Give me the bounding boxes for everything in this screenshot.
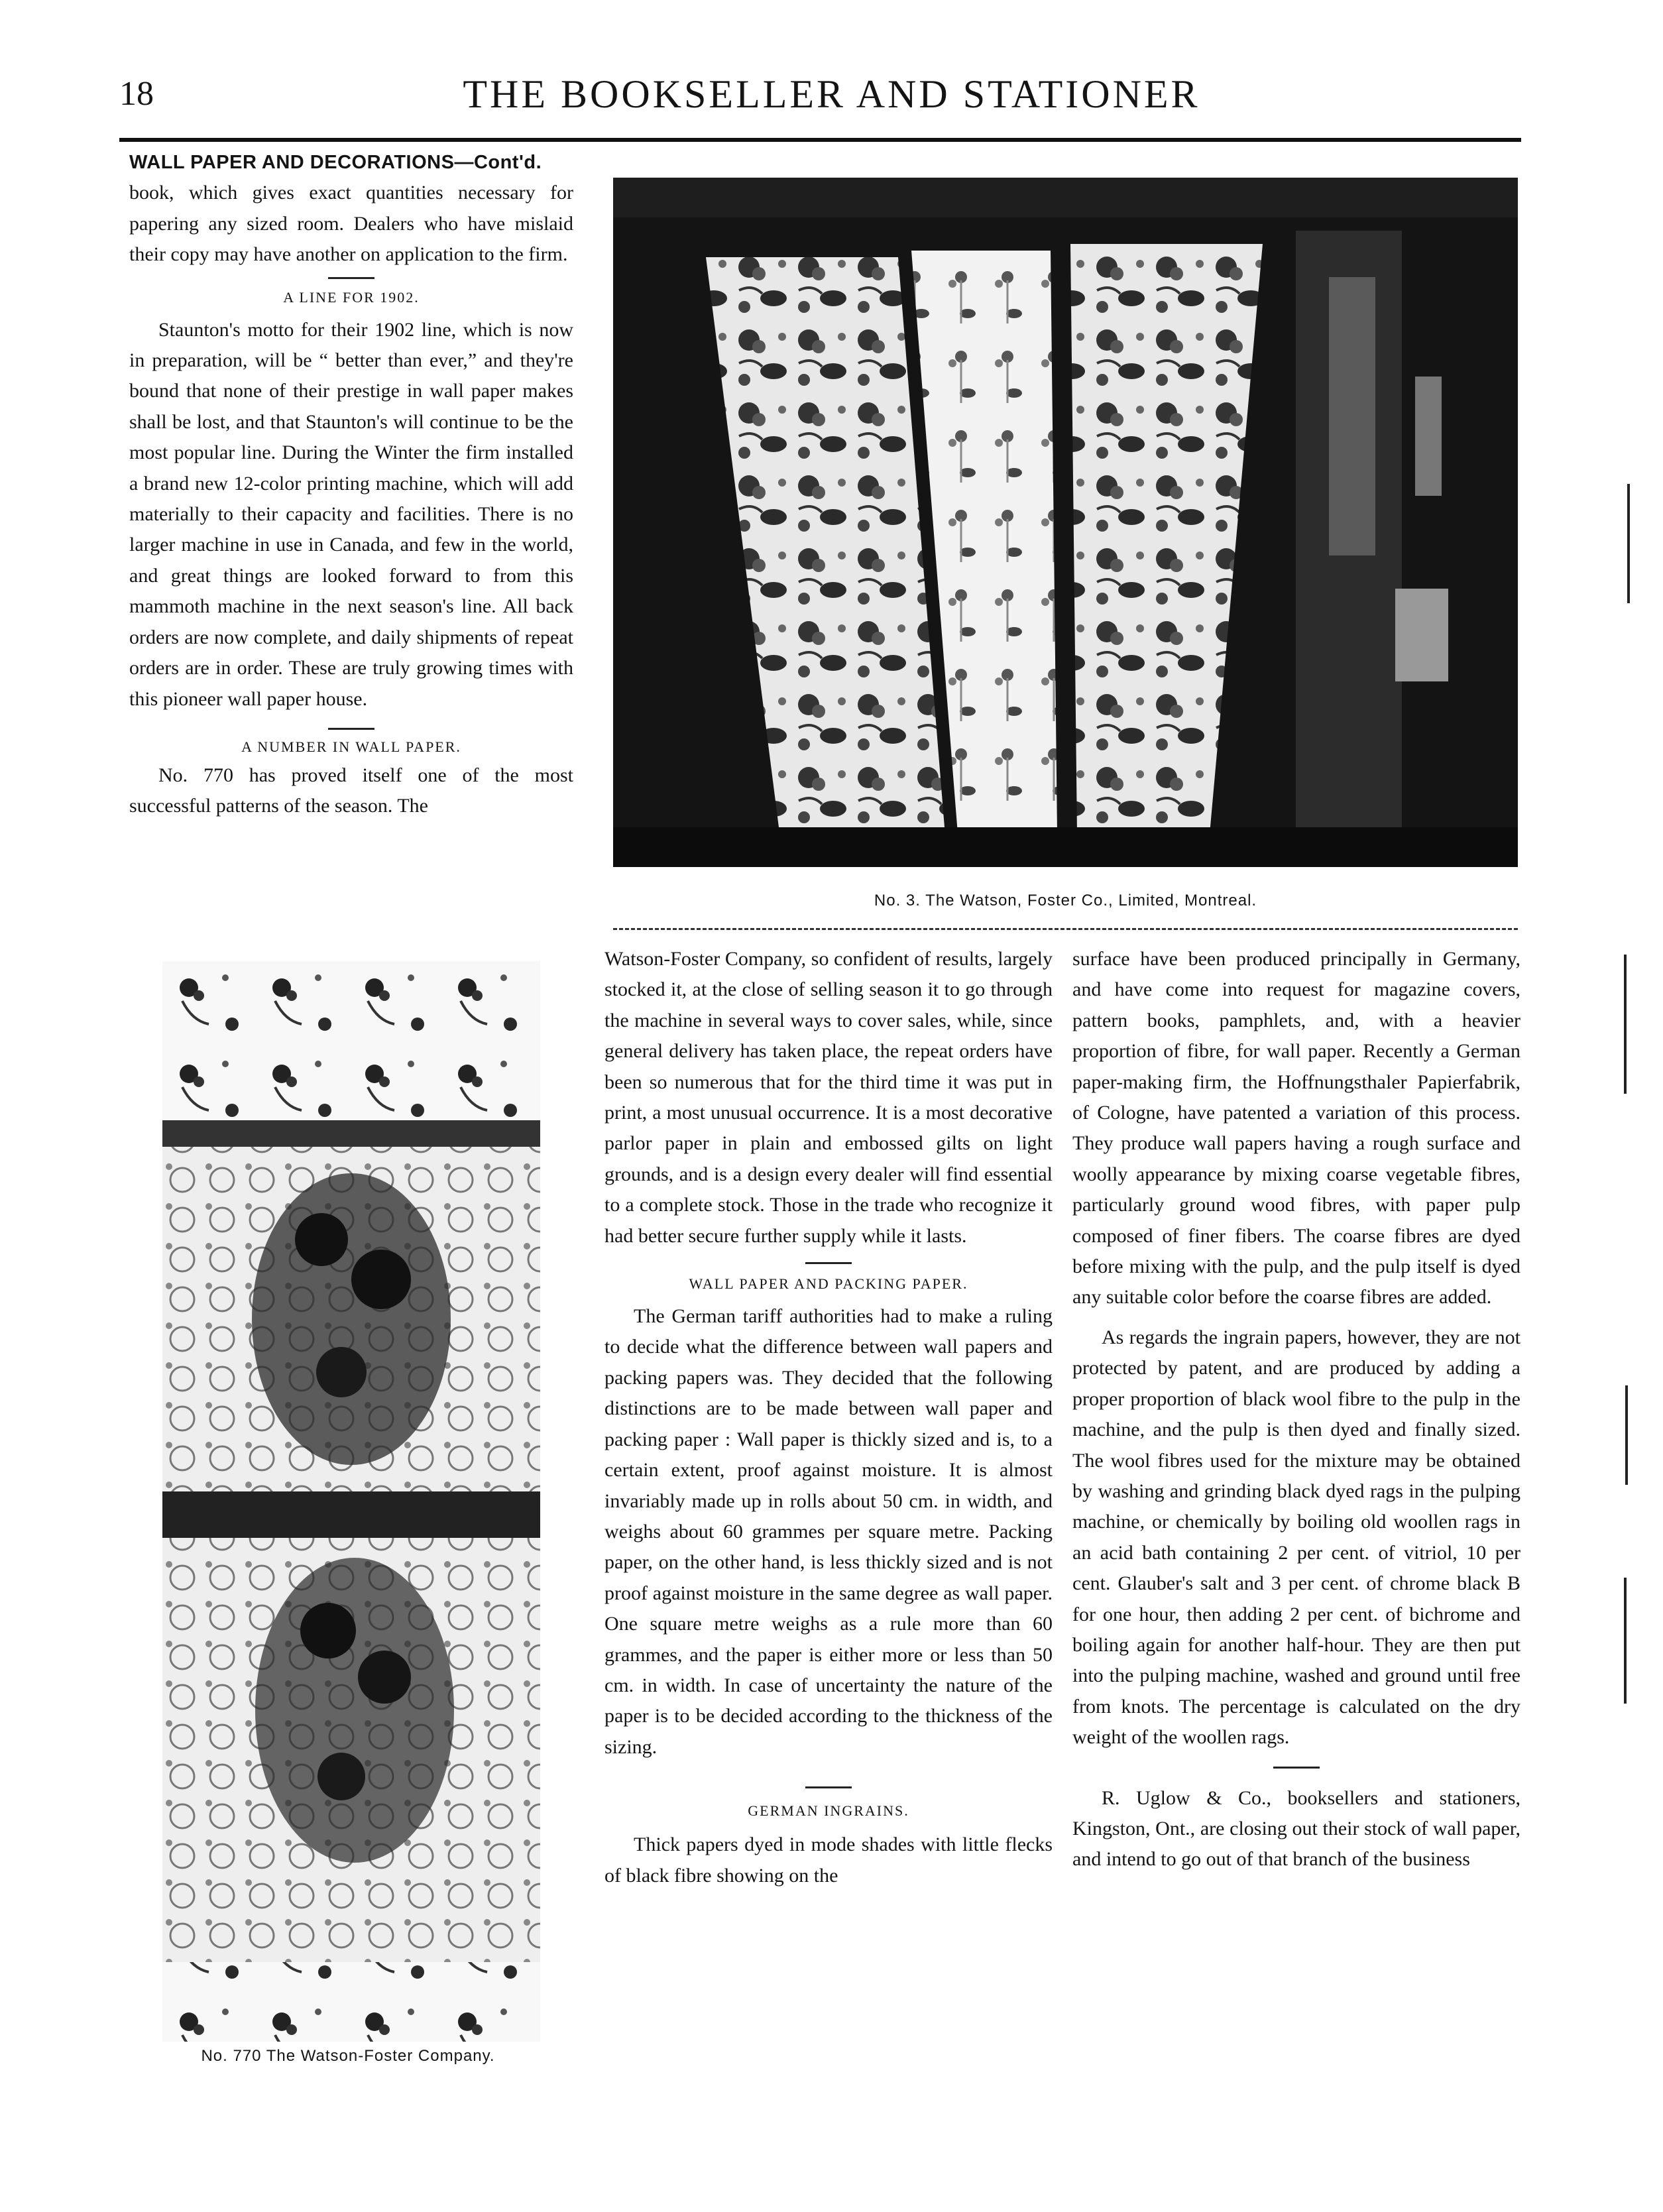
section-separator — [328, 728, 374, 730]
margin-mark — [1625, 1385, 1628, 1485]
paragraph-ingrains-continued: surface have been produced principally in Germany, and have come into request for magazine covers, pattern books, pamphlets, and, with a heavier proportion of fibre, for wall paper. Recently a German paper-making firm, the Hoffnungsthaler Papierfabrik, of Cologne, have patented a variation of this process. They produce wall papers having a rough surface and woolly appearance by mixing coarse vegetable fibres, particularly ground wood fibres, with paper pulp composed of finer fibers. The coarse fibres are dyed before mixing with the pulp, and the pulp itself is dyed any suitable color before the coarse fibres are added. — [1072, 948, 1520, 1309]
intro-paragraph: book, which gives exact quantities necessary for papering any sized room. Dealers who have mislaid their copy may have another on application to the firm. — [129, 182, 573, 266]
masthead-title: THE BOOKSELLER AND STATIONER — [463, 72, 1200, 116]
margin-mark — [1624, 1578, 1627, 1704]
section-separator — [1273, 1767, 1320, 1769]
heading-german-ingrains: GERMAN INGRAINS. — [748, 1802, 909, 1820]
section-separator — [328, 277, 374, 279]
column-1 — [129, 147, 573, 822]
running-head: WALL PAPER AND DECORATIONS—Cont'd. — [129, 152, 542, 173]
paragraph-line-for-1902: Staunton's motto for their 1902 line, which is now in preparation, will be “ better than ever,” and they're bound that none of their prestige in wall paper makes shall be lost, and that Staunton's will continue to be the most popular line. During the Winter the firm installed a brand new 12-color printing machine, which will add materially to their capacity and facilities. There is no larger machine in use in Canada, and few in the world, and great things are looked forward to from this mammoth machine in the next season's line. All back orders are now complete, and daily shipments of repeat orders are in order. These are truly growing times with this pioneer wall paper house. — [129, 318, 573, 710]
caption-divider — [613, 928, 1518, 930]
section-separator — [805, 1262, 852, 1264]
photo-wall-paper-display — [613, 178, 1518, 867]
heading-line-for-1902: A LINE FOR 1902. — [283, 288, 420, 306]
wall-paper-sample-770 — [162, 961, 540, 2042]
paragraph-wall-paper-packing-paper: The German tariff authorities had to make a ruling to decide what the difference between wall papers and packing papers was. They decided that the following distinctions are to be made between wall paper and packing paper : Wall paper is thickly sized and is, to a certain extent, proof against moisture. It is almost invariably made up in rolls about 50 cm. in width, and weighs about 60 grammes per square metre. Packing paper, on the other hand, is less thickly sized and is not proof against moisture in the same degree as wall paper. One square metre weighs as a rule more than 60 grammes, and the paper is either more or less than 50 cm. in width. In case of uncertainty the nature of the paper is to be decided according to the thickness of the sizing. — [604, 1305, 1053, 1758]
section-separator — [805, 1786, 852, 1788]
paragraph-number-in-wall-paper: No. 770 has proved itself one of the most successful patterns of the season. The — [129, 764, 573, 817]
column-3 — [1072, 944, 1520, 1875]
paragraph-uglow-notice: R. Uglow & Co., booksellers and stationers, Kingston, Ont., are closing out their stock of wall paper, and intend to go out of that branch of the business — [1072, 1786, 1520, 1871]
wall-paper-rolls-image — [613, 178, 1518, 867]
page-number: 18 — [119, 75, 154, 113]
heading-number-in-wall-paper: A NUMBER IN WALL PAPER. — [241, 738, 461, 755]
floral-pattern-image — [162, 961, 540, 2042]
margin-mark — [1627, 484, 1630, 603]
paragraph-ingrain-process: As regards the ingrain papers, however, they are not protected by patent, and are produced by adding a proper proportion of black wool fibre to the pulp in the machine, and the pulp is then dyed and finally sized. The wool fibres used for the mixture may be obtained by washing and grinding black dyed rags in the pulping machine, or chemically by boiling old woollen rags in an acid bath containing 2 per cent. of vitriol, 10 per cent. Glauber's salt and 3 per cent. of chrome black B for one hour, then adding 2 per cent. of bichrome and boiling again for another half-hour. They are then put into the pulping machine, washed and ground until free from knots. The percentage is calculated on the dry weight of the woollen rags. — [1072, 1326, 1520, 1749]
header-rule — [119, 138, 1521, 142]
continuation-paragraph: Watson-Foster Company, so confident of results, largely stocked it, at the close of selling season it to go through the machine in several ways to cover sales, while, since general delivery has taken place, the repeat orders have been so numerous that for the third time it was put in print, a most unusual occurrence. It is a most decorative parlor paper in plain and embossed gilts on light grounds, and is a design every dealer will find essential to a complete stock. Those in the trade who recognize it had better secure further supply while it lasts. — [604, 948, 1053, 1247]
paragraph-german-ingrains: Thick papers dyed in mode shades with little flecks of black fibre showing on the — [604, 1834, 1053, 1887]
column-2 — [604, 944, 1053, 1891]
margin-mark — [1624, 955, 1627, 1094]
sample-caption: No. 770 The Watson-Foster Company. — [201, 2047, 495, 2065]
photo-caption: No. 3. The Watson, Foster Co., Limited, Montreal. — [874, 892, 1257, 909]
heading-wall-paper-packing-paper: WALL PAPER AND PACKING PAPER. — [689, 1275, 968, 1293]
